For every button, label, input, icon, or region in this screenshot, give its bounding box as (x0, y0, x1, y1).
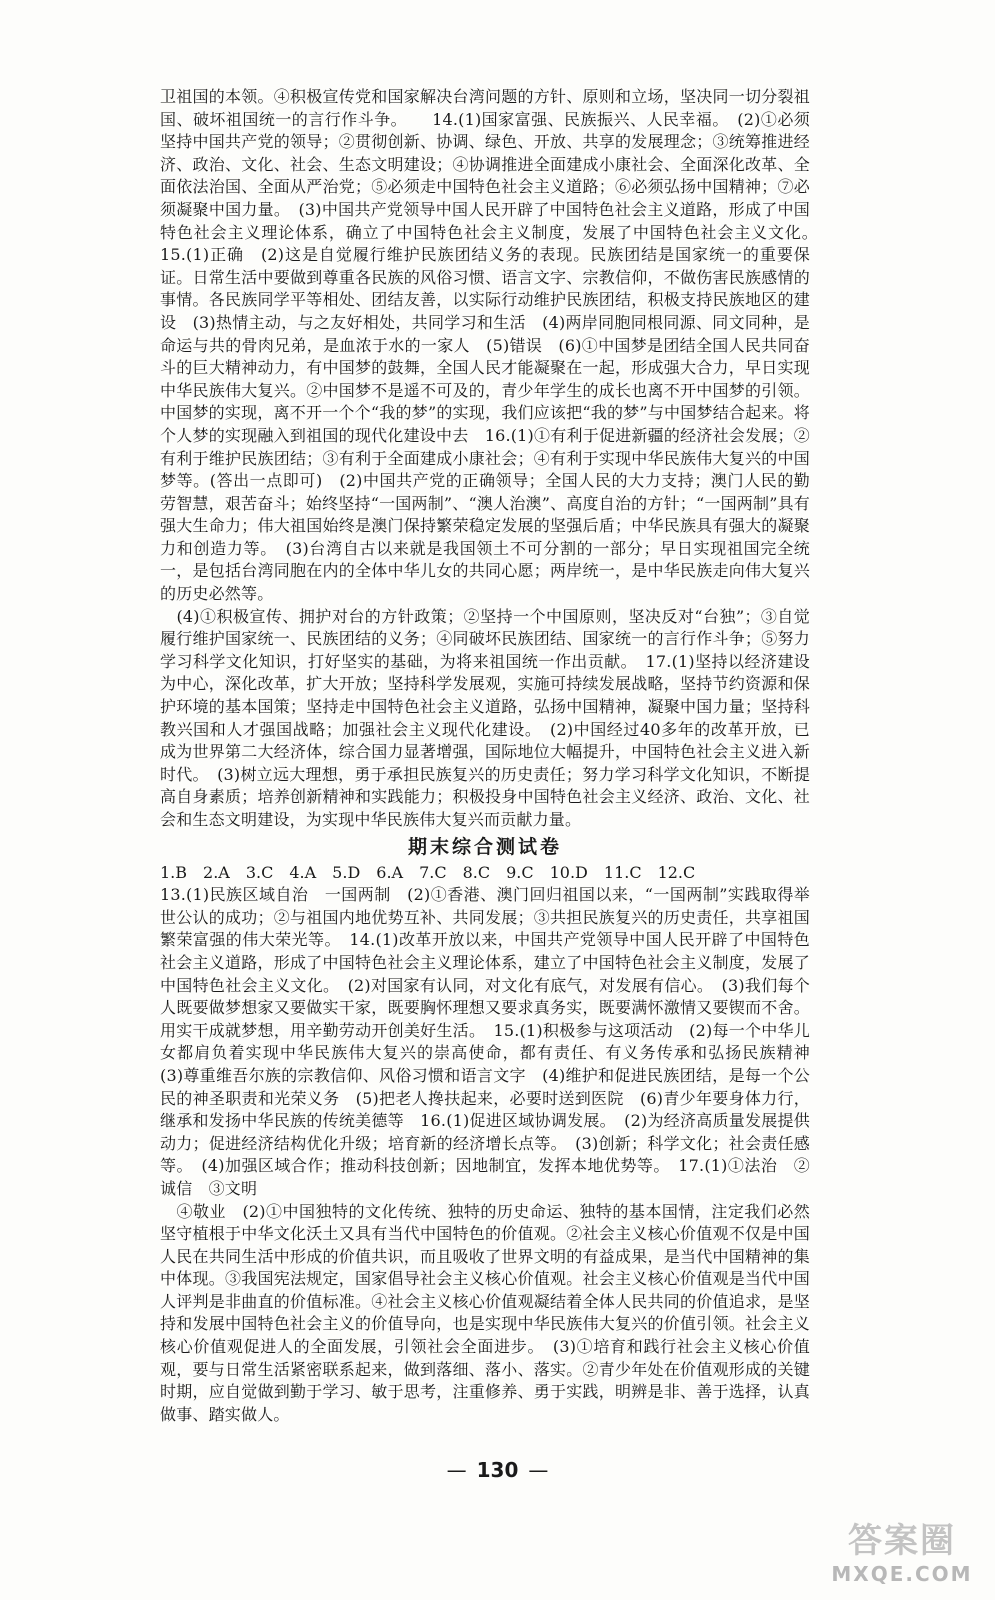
watermark-domain: MXQE.COM (831, 1562, 973, 1586)
page-number (0, 1458, 995, 1482)
watermark-logo (827, 1520, 977, 1592)
answer-page-body (160, 86, 827, 1426)
answer-paragraph-4: ④敬业 (2)①中国独特的文化传统、独特的历史命运、独特的基本国情，注定我们必然坚守植根于中华文化沃土又具有当代中国特色的价值观。②社会主义核心价值观不仅是中国人民在共同生活中形成的价值共识，而且吸收了世界文明的有益成果，是当代中国精神的集中体现。③我国宪法规定，国家倡导社会主义核心价值观。社会主义核心价值观是当代中国人评判是非曲直的价值标准。④社会主义核心价值观凝结着全体人民共同的价值追求，是坚持和发展中国特色社会主义的价值导向，也是实现中华民族伟大复兴的价值引领。社会主义核心价值观促进人的全面发展，引领社会全面进步。 (3)①培育和践行社会主义核心价值观，要与日常生活紧密联系起来，做到落细、落小、落实。②青少年处在价值观形成的关键时期，应自觉做到勤于学习、敏于思考，注重修养、勇于实践，明辨是非、善于选择，认真做事、踏实做人。 (160, 1201, 810, 1424)
answer-paragraph-1: 卫祖国的本领。④积极宣传党和国家解决台湾问题的方针、原则和立场，坚决同一切分裂祖国、破坏祖国统一的言行作斗争。 14.(1)国家富强、民族振兴、人民幸福。 (2)①必须坚持中国共产党的领导；②贯彻创新、协调、绿色、开放、共享的发展理念；③统筹推进经济、政治、文化、社会、生态文明建设；④协调推进全面建成小康社会、全面深化改革、全面依法治国、全面从严治党；⑤必须走中国特色社会主义道路；⑥必须弘扬中国精神；⑦必须凝聚中国力量。 (3)中国共产党领导中国人民开辟了中国特色社会主义道路，形成了中国特色社会主义理论体系，确立了中国特色社会主义制度，发展了中国特色社会主义文化。 15.(1)正确 (2)这是自觉履行维护民族团结义务的表现。民族团结是国家统一的重要保证。日常生活中要做到尊重各民族的风俗习惯、语言文字、宗教信仰，不做伤害民族感情的事情。各民族同学平等相处、团结友善，以实际行动维护民族团结，积极支持民族地区的建设 (3)热情主动，与之友好相处，共同学习和生活 (4)两岸同胞同根同源、同文同种，是命运与共的骨肉兄弟，是血浓于水的一家人 (5)错误 (6)①中国梦是团结全国人民共同奋斗的巨大精神动力，有中国梦的鼓舞，全国人民才能凝聚在一起，形成强大合力，早日实现中华民族伟大复兴。②中国梦不是遥不可及的，青少年学生的成长也离不开中国梦的引领。中国梦的实现，离不开一个个“我的梦”的实现，我们应该把“我的梦”与中国梦结合起来。将个人梦的实现融入到祖国的现代化建设中去 16.(1)①有利于促进新疆的经济社会发展；②有利于维护民族团结；③有利于全面建成小康社会；④有利于实现中华民族伟大复兴的中国梦等。(答出一点即可) (2)中国共产党的正确领导；全国人民的大力支持；澳门人民的勤劳智慧，艰苦奋斗；始终坚持“一国两制”、“澳人治澳”、高度自治的方针；“一国两制”具有强大生命力；伟大祖国始终是澳门保持繁荣稳定发展的坚强后盾；中华民族具有强大的凝聚力和创造力等。 (3)台湾自古以来就是我国领土不可分割的一部分；早日实现祖国完全统一，是包括台湾同胞在内的全体中华儿女的共同心愿；两岸统一，是中华民族走向伟大复兴的历史必然等。 (160, 87, 827, 604)
section-title: 期末综合测试卷 (407, 835, 562, 858)
answer-paragraph-3: 13.(1)民族区域自治 一国两制 (2)①香港、澳门回归祖国以来，“一国两制”实践取得举世公认的成功；②与祖国内地优势互补、共同发展；③共担民族复兴的历史责任，共享祖国繁荣富强的伟大荣光等。 14.(1)改革开放以来，中国共产党领导中国人民开辟了中国特色社会主义道路，形成了中国特色社会主义理论体系，建立了中国特色社会主义制度，发展了中国特色社会主义文化。 (2)对国家有认同，对文化有底气，对发展有信心。 (3)我们每个人既要做梦想家又要做实干家，既要胸怀理想又要求真务实，既要满怀激情又要锲而不舍。用实干成就梦想，用辛勤劳动开创美好生活。 15.(1)积极参与这项活动 (2)每一个中华儿女都肩负着实现中华民族伟大复兴的崇高使命，都有责任、有义务传承和弘扬民族精神 (3)尊重维吾尔族的宗教信仰、风俗习惯和语言文字 (4)维护和促进民族团结，是每一个公民的神圣职责和光荣义务 (5)把老人搀扶起来，必要时送到医院 (6)青少年要身体力行，继承和发扬中华民族的传统美德等 16.(1)促进区域协调发展。 (2)为经济高质量发展提供动力；促进经济结构优化升级；培育新的经济增长点等。 (3)创新；科学文化；社会责任感等。 (4)加强区域合作；推动科技创新；因地制宜，发挥本地优势等。 17.(1)①法治 ②诚信 ③文明 (160, 885, 827, 1198)
page-number-value: 130 (476, 1458, 519, 1482)
watermark-logo-text: 答案圈 (848, 1521, 956, 1561)
page-number-right-dash: — (528, 1458, 549, 1482)
answer-paragraph-2: (4)①积极宣传、拥护对台的方针政策；②坚持一个中国原则，坚决反对“台独”；③自觉履行维护国家统一、民族团结的义务；④同破坏民族团结、国家统一的言行作斗争；⑤努力学习科学文化知识，打好坚实的基础，为将来祖国统一作出贡献。 17.(1)坚持以经济建设为中心，深化改革，扩大开放；坚持科学发展观，实施可持续发展战略，坚持节约资源和保护环境的基本国策；坚持走中国特色社会主义道路，弘扬中国精神，凝聚中国力量；坚持科教兴国和人才强国战略；加强社会主义现代化建设。 (2)中国经过40多年的改革开放，已成为世界第二大经济体，综合国力显著增强，国际地位大幅提升，中国特色社会主义进入新时代。 (3)树立远大理想，勇于承担民族复兴的历史责任；努力学习科学文化知识，不断提高自身素质；培养创新精神和实践能力；积极投身中国特色社会主义经济、政治、文化、社会和生态文明建设，为实现中华民族伟大复兴而贡献力量。 (160, 606, 810, 829)
multiple-choice-answers: 1.B 2.A 3.C 4.A 5.D 6.A 7.C 8.C 9.C 10.D 11.C 12.C (160, 862, 696, 882)
page-number-left-dash: — (446, 1458, 467, 1482)
